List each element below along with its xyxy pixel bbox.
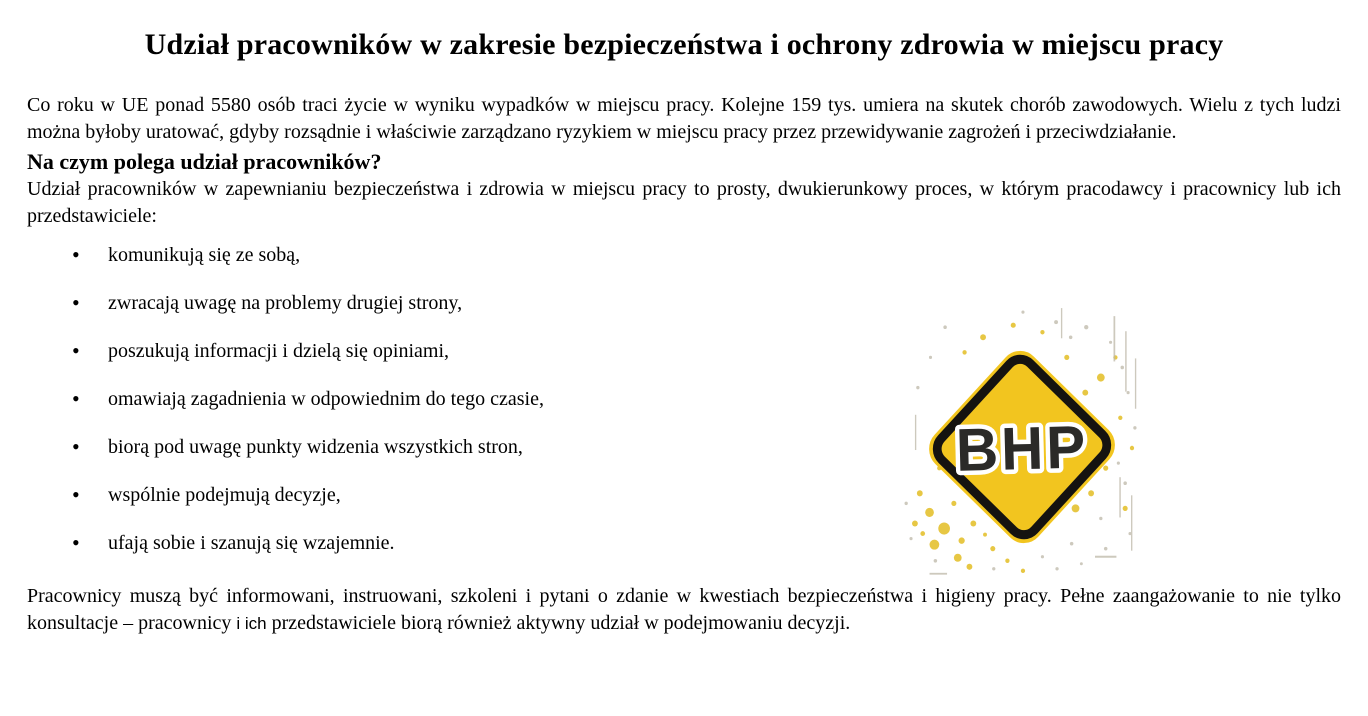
list-item bbox=[27, 434, 667, 461]
bullet-text: komunikują się ze sobą, bbox=[108, 244, 301, 266]
closing-text-serif: Pracownicy muszą być informowani, instruowani, szkoleni i pytani o zdanie w kwestiach bezpieczeństwa i higieny pracy. Pełne zaangażowanie to nie tylko konsultacje – pracownicy bbox=[27, 585, 1341, 634]
intro-paragraph: Co roku w UE ponad 5580 osób traci życie w wyniku wypadków w miejscu pracy. Kolejne 159 tys. umiera na skutek chorób zawodowych. Wielu z tych ludzi można byłoby uratować, gdyby rozsądnie i właściwie zarządzano ryzykiem w miejscu pracy przez przewidywanie zagrożeń i przeciwdziałanie. bbox=[27, 94, 1341, 143]
list-item bbox=[27, 242, 667, 269]
bhp-sign-svg bbox=[876, 296, 1168, 598]
bullet-text: wspólnie podejmują decyzje, bbox=[108, 484, 341, 506]
bhp-sign-image bbox=[876, 296, 1168, 598]
section-intro-paragraph: Udział pracowników w zapewnianiu bezpieczeństwa i zdrowia w miejscu pracy to prosty, dwukierunkowy proces, w którym pracodawcy i pracownicy lub ich przedstawiciele: bbox=[27, 178, 1341, 227]
section-heading: Na czym polega udział pracowników? bbox=[27, 149, 382, 174]
bullet-list bbox=[27, 242, 667, 557]
bullet-text: biorą pod uwagę punkty widzenia wszystkich stron, bbox=[108, 436, 523, 458]
bullet-text: zwracają uwagę na problemy drugiej strony, bbox=[108, 292, 463, 314]
bullet-text: poszukują informacji i dzielą się opiniami, bbox=[108, 340, 450, 362]
closing-text-sans-artifact: i ich bbox=[236, 614, 267, 633]
bullet-text: ufają sobie i szanują się wzajemnie. bbox=[108, 532, 395, 554]
list-item bbox=[27, 482, 667, 509]
document-page bbox=[0, 24, 1368, 716]
list-item bbox=[27, 338, 667, 365]
bullet-text: omawiają zagadnienia w odpowiednim do tego czasie, bbox=[108, 388, 544, 410]
closing-text-serif: przedstawiciele biorą również aktywny udział w podejmowaniu decyzji. bbox=[266, 612, 851, 634]
bhp-diamond bbox=[922, 343, 1123, 550]
list-item bbox=[27, 290, 667, 317]
list-item bbox=[27, 530, 667, 557]
page-title: Udział pracowników w zakresie bezpieczeństwa i ochrony zdrowia w miejscu pracy bbox=[144, 28, 1224, 61]
list-item bbox=[27, 386, 667, 413]
bhp-sign-label: BHP bbox=[955, 412, 1089, 485]
